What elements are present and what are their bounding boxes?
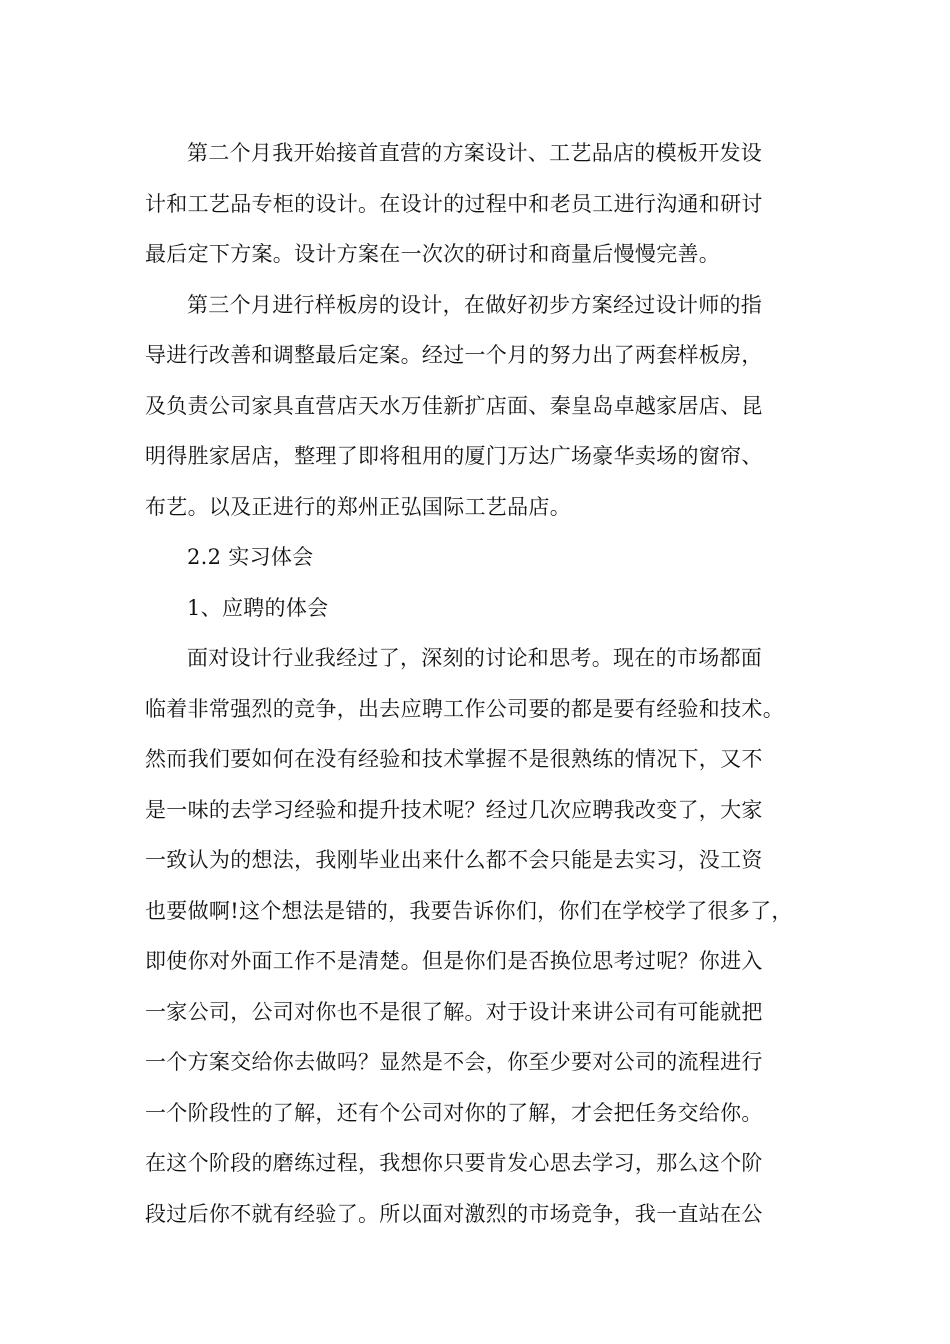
text-line: 明得胜家居店，整理了即将租用的厦门万达广场豪华卖场的窗帘、 (145, 444, 763, 468)
section-heading-internship-experience (145, 532, 820, 583)
text-line: 在这个阶段的磨练过程，我想你只要肯发心思去学习，那么这个阶 (145, 1151, 763, 1175)
text-line: 段过后你不就有经验了。所以面对激烈的市场竞争，我一直站在公 (145, 1201, 763, 1226)
text-line: 一个阶段性的了解，还有个公司对你的了解，才会把任务交给你。 (145, 1100, 763, 1125)
text-line: 最后定下方案。设计方案在一次次的研讨和商量后慢慢完善。 (145, 242, 721, 266)
subsection-heading-text: 1、应聘的体会 (187, 595, 329, 620)
document-body (145, 128, 820, 1239)
text-line: 即使你对外面工作不是清楚。但是你们是否换位思考过呢？你进入 (145, 949, 763, 973)
text-line: 第二个月我开始接首直营的方案设计、工艺品店的模板开发设 (187, 141, 763, 165)
text-line: 临着非常强烈的竞争，出去应聘工作公司要的都是要有经验和技术。 (145, 696, 784, 721)
text-line: 布艺。以及正进行的郑州正弘国际工艺品店。 (145, 494, 571, 519)
text-line: 然而我们要如何在没有经验和技术掌握不是很熟练的情况下，又不 (145, 747, 763, 771)
text-line: 一个方案交给你去做吗？显然是不会，你至少要对公司的流程进行 (145, 1050, 763, 1074)
section-heading-text: 2.2 实习体会 (187, 545, 314, 569)
text-line: 导进行改善和调整最后定案。经过一个月的努力出了两套样板房， (145, 343, 763, 367)
paragraph-second-month (145, 128, 820, 280)
text-line: 一致认为的想法，我刚毕业出来什么都不会只能是去实习，没工资 (145, 848, 763, 872)
text-line: 第三个月进行样板房的设计，在做好初步方案经过设计师的指 (187, 292, 763, 317)
text-line: 及负责公司家具直营店天水万佳新扩店面、秦皇岛卓越家居店、昆 (145, 393, 763, 418)
text-line: 面对设计行业我经过了，深刻的讨论和思考。现在的市场都面 (187, 646, 763, 670)
paragraph-third-month (145, 280, 820, 533)
paragraph-job-application-reflection (145, 633, 820, 1239)
subsection-heading-job-application (145, 583, 820, 634)
text-line: 计和工艺品专柜的设计。在设计的过程中和老员工进行沟通和研讨 (145, 191, 763, 216)
text-line: 一家公司，公司对你也不是很了解。对于设计来讲公司有可能就把 (145, 999, 763, 1024)
text-line: 也要做啊!这个想法是错的，我要告诉你们，你们在学校学了很多了， (145, 898, 793, 923)
text-line: 是一味的去学习经验和提升技术呢？经过几次应聘我改变了，大家 (145, 797, 763, 822)
